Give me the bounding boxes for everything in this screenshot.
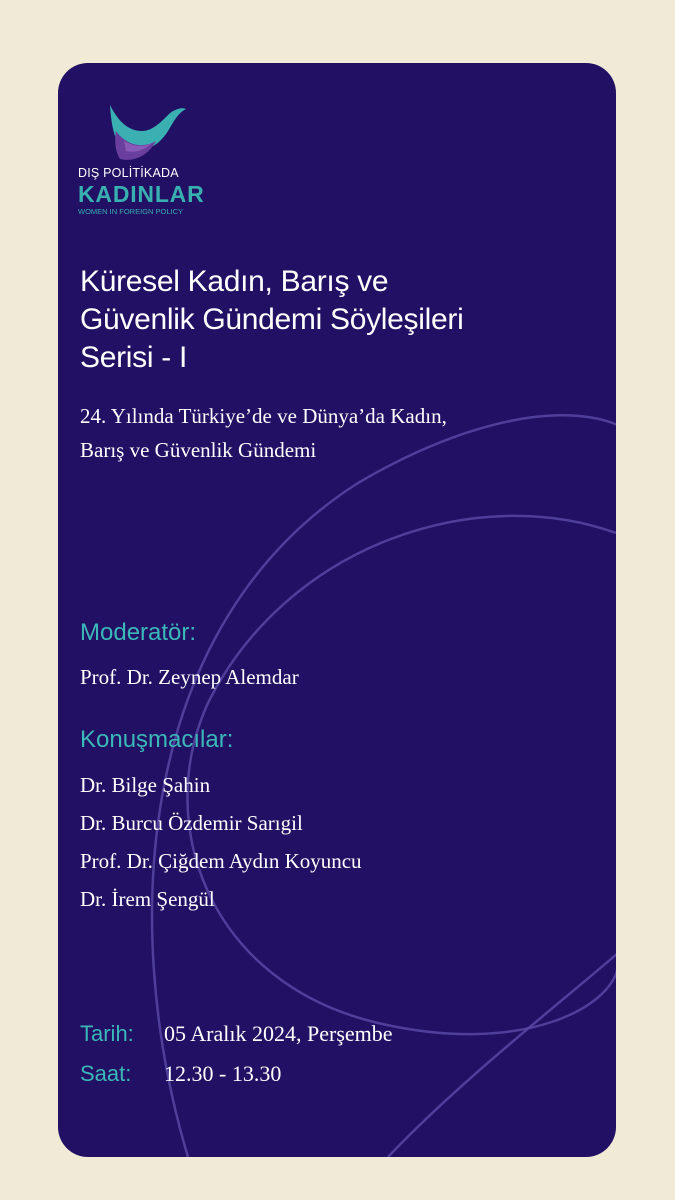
event-subtitle — [80, 399, 600, 467]
logo-text-top: DIŞ POLİTİKADA — [78, 166, 179, 180]
date-label: Tarih: — [80, 1021, 134, 1046]
event-subtitle-line: Barış ve Güvenlik Gündemi — [80, 438, 317, 462]
logo-text-english: WOMEN IN FOREIGN POLICY — [78, 207, 184, 216]
speakers-label: Konuşmacılar: — [80, 726, 234, 753]
speaker-name: Prof. Dr. Çiğdem Aydın Koyuncu — [80, 849, 362, 873]
event-card — [58, 63, 616, 1157]
event-subtitle-line: 24. Yılında Türkiye’de ve Dünya’da Kadın, — [80, 404, 447, 428]
speaker-name: Dr. Bilge Şahin — [80, 773, 211, 797]
event-title-line: Küresel Kadın, Barış ve — [80, 265, 389, 298]
moderator-name: Prof. Dr. Zeynep Alemdar — [80, 665, 299, 689]
event-title-line: Serisi - I — [80, 341, 188, 374]
time-label: Saat: — [80, 1061, 132, 1086]
moderator-label: Moderatör: — [80, 619, 197, 646]
time-value: 12.30 - 13.30 — [164, 1061, 282, 1086]
speaker-name: Dr. Burcu Özdemir Sarıgil — [80, 811, 303, 835]
logo-text-main: KADINLAR — [78, 181, 205, 207]
event-title — [80, 263, 600, 377]
decorative-swirl-lines — [58, 63, 616, 1157]
date-value: 05 Aralık 2024, Perşembe — [164, 1021, 393, 1046]
speaker-name: Dr. İrem Şengül — [80, 887, 215, 911]
logo — [78, 101, 208, 221]
event-title-line: Güvenlik Gündemi Söyleşileri — [80, 303, 464, 336]
dove-icon — [106, 101, 186, 165]
